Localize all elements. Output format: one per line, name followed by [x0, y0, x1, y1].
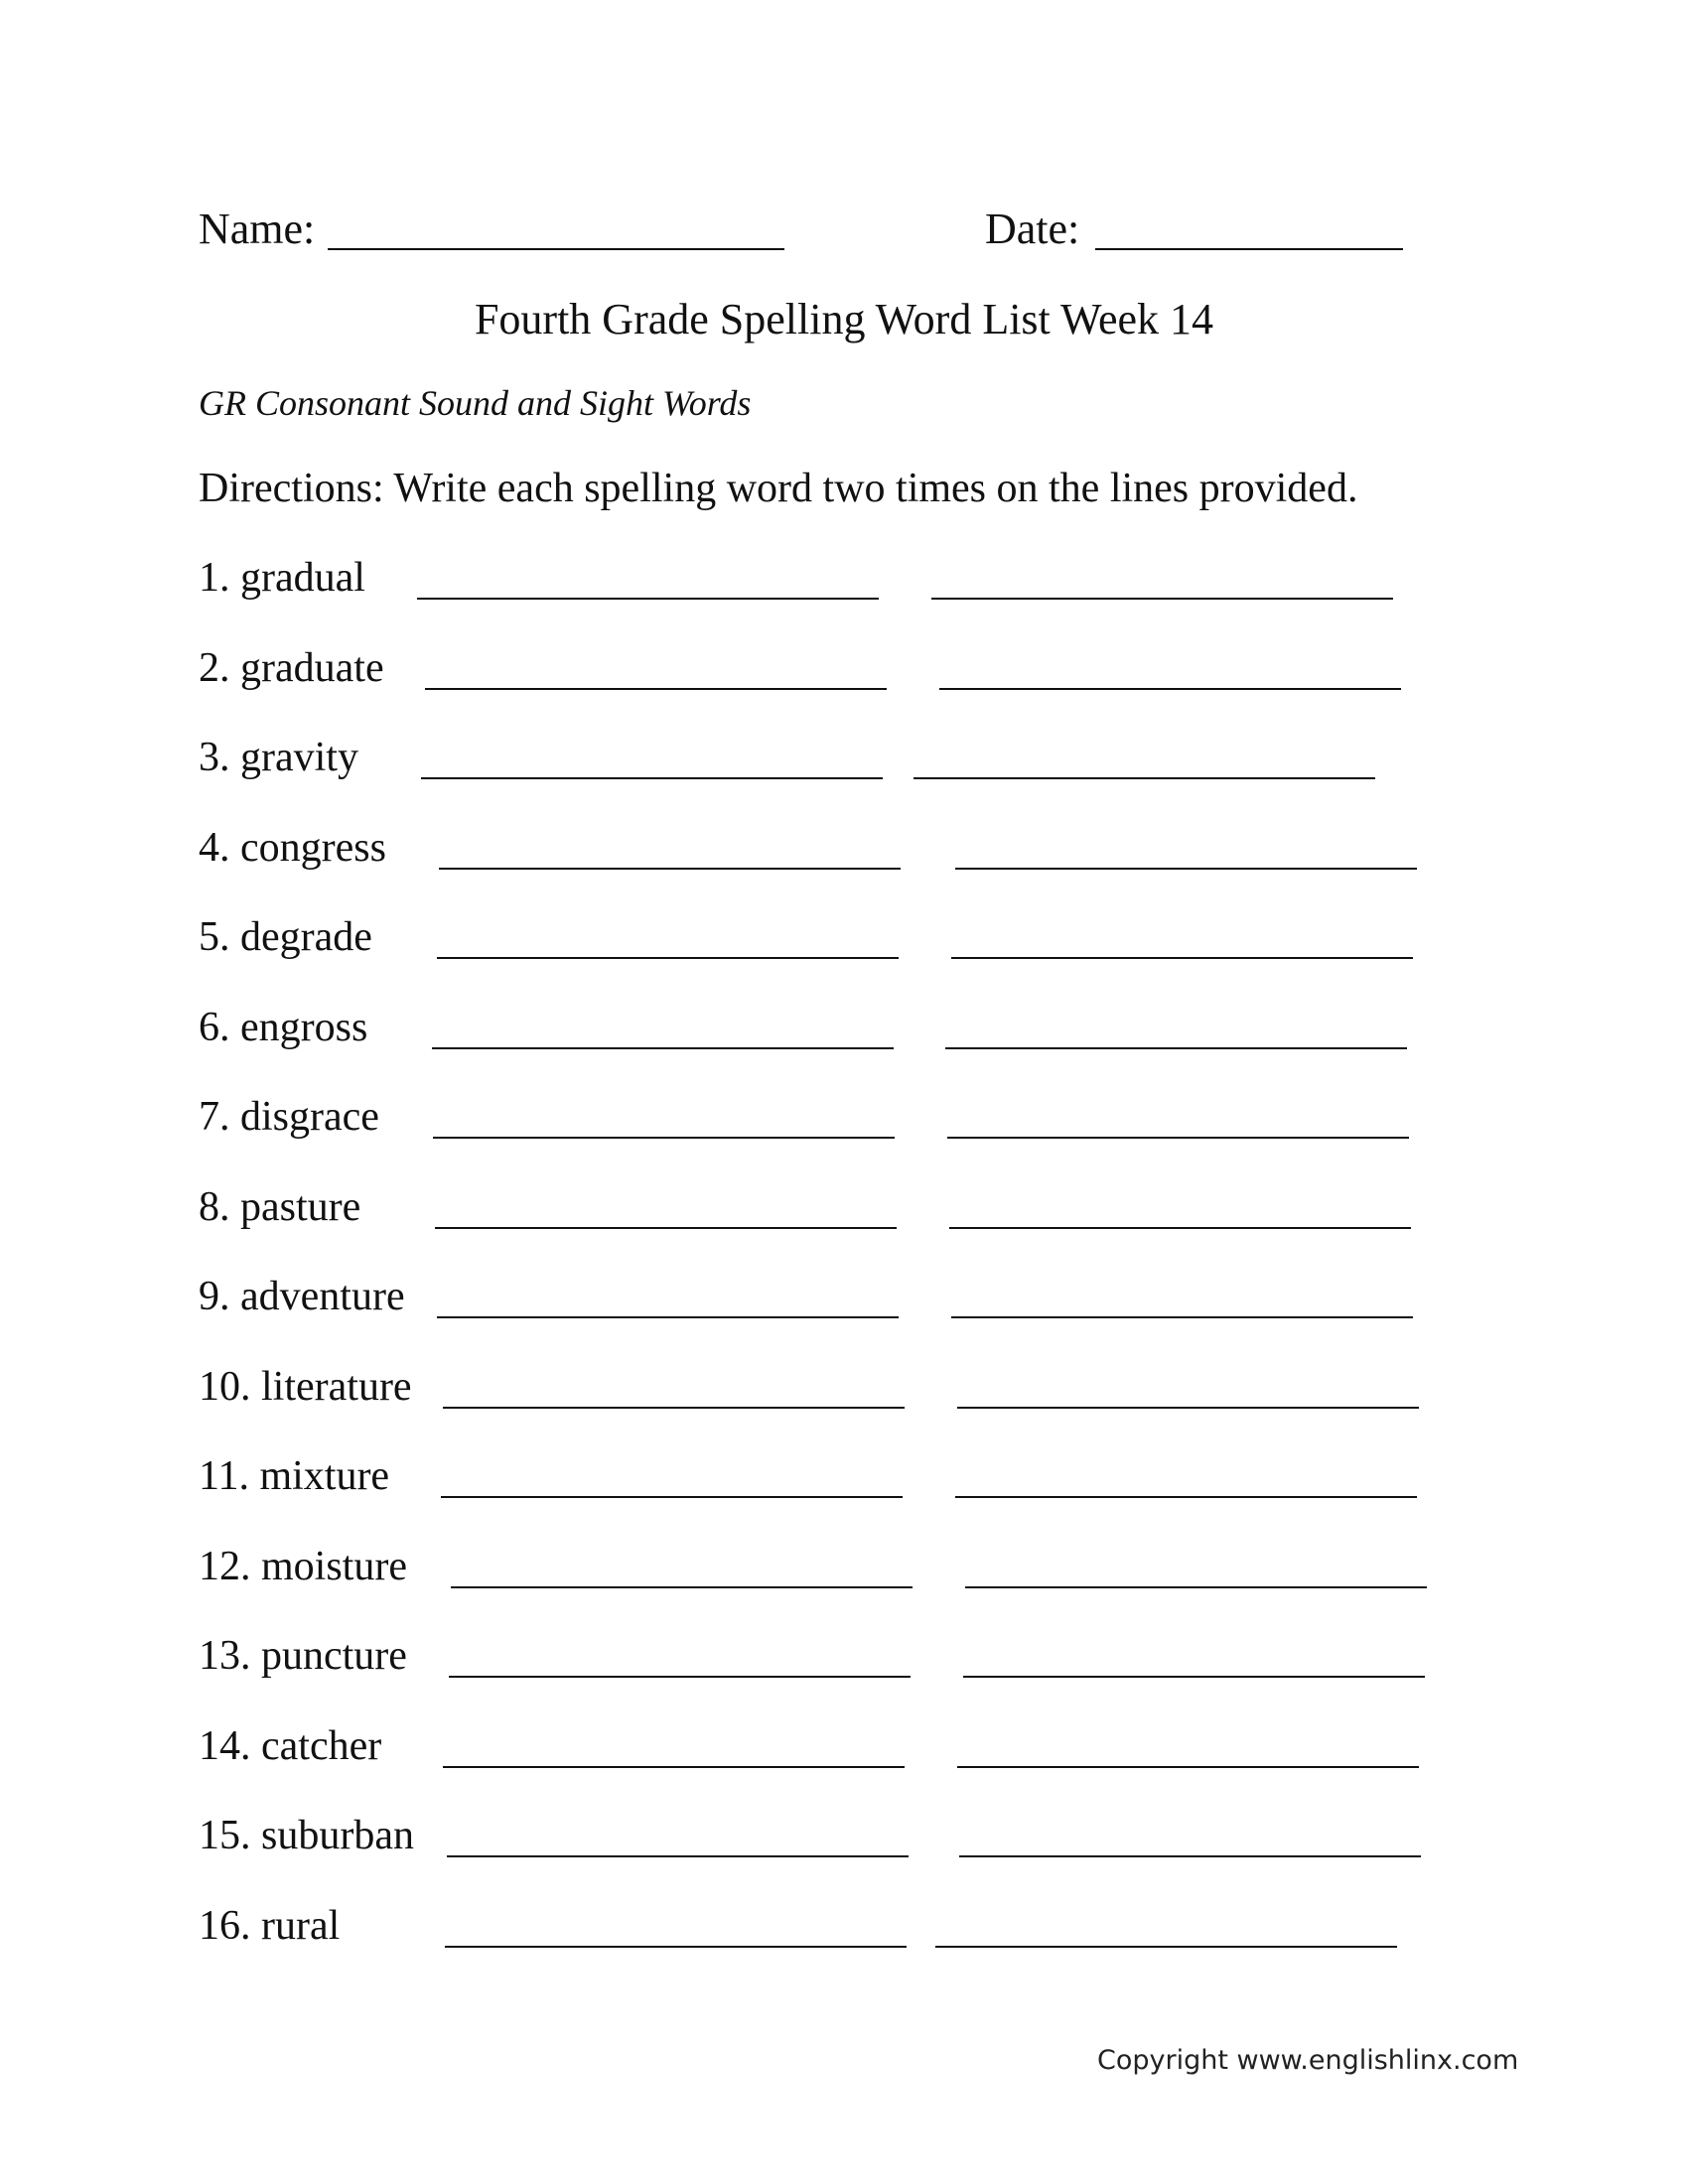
spelling-word-label: 9. adventure [199, 1274, 405, 1319]
spelling-word-label: 2. graduate [199, 645, 384, 691]
writing-line-1[interactable] [451, 1586, 913, 1588]
writing-line-1[interactable] [437, 957, 899, 959]
name-label: Name: [199, 205, 316, 253]
list-item [199, 1452, 1489, 1512]
writing-line-1[interactable] [421, 777, 883, 779]
list-item [199, 1812, 1489, 1871]
list-item [199, 1183, 1489, 1243]
writing-line-1[interactable] [433, 1137, 895, 1139]
list-item [199, 913, 1489, 973]
spelling-word-label: 6. engross [199, 1005, 368, 1050]
writing-line-1[interactable] [447, 1855, 909, 1857]
date-label: Date: [985, 205, 1080, 253]
writing-line-1[interactable] [445, 1946, 907, 1948]
writing-line-1[interactable] [432, 1047, 894, 1049]
copyright-text: Copyright www.englishlinx.com [1097, 2045, 1519, 2076]
writing-line-1[interactable] [449, 1676, 911, 1678]
list-item [199, 1363, 1489, 1423]
spelling-word-label: 14. catcher [199, 1723, 382, 1769]
list-item [199, 1004, 1489, 1063]
list-item [199, 644, 1489, 704]
spelling-word-label: 1. gradual [199, 555, 365, 601]
writing-line-2[interactable] [951, 1316, 1413, 1318]
list-item [199, 1902, 1489, 1962]
writing-line-2[interactable] [963, 1676, 1425, 1678]
page-subtitle: GR Consonant Sound and Sight Words [199, 383, 752, 423]
spelling-word-label: 8. pasture [199, 1184, 361, 1230]
writing-line-2[interactable] [959, 1855, 1421, 1857]
name-blank-line[interactable] [328, 248, 784, 250]
writing-line-2[interactable] [955, 1496, 1417, 1498]
writing-line-1[interactable] [437, 1316, 899, 1318]
writing-line-1[interactable] [439, 868, 901, 870]
list-item [199, 1722, 1489, 1782]
list-item [199, 554, 1489, 614]
spelling-word-label: 16. rural [199, 1903, 341, 1949]
writing-line-2[interactable] [957, 1407, 1419, 1409]
spelling-word-label: 12. moisture [199, 1544, 407, 1589]
spelling-word-label: 15. suburban [199, 1813, 414, 1858]
page-title: Fourth Grade Spelling Word List Week 14 [474, 295, 1214, 343]
writing-line-1[interactable] [435, 1227, 897, 1229]
writing-line-1[interactable] [441, 1496, 903, 1498]
spelling-word-label: 3. gravity [199, 735, 358, 780]
writing-line-1[interactable] [425, 688, 887, 690]
writing-line-2[interactable] [945, 1047, 1407, 1049]
writing-line-2[interactable] [931, 598, 1393, 600]
writing-line-1[interactable] [443, 1407, 905, 1409]
list-item [199, 1093, 1489, 1153]
spelling-word-label: 4. congress [199, 825, 386, 871]
writing-line-2[interactable] [951, 957, 1413, 959]
writing-line-2[interactable] [965, 1586, 1427, 1588]
spelling-word-label: 13. puncture [199, 1633, 407, 1679]
directions-text: Directions: Write each spelling word two times on the lines provided. [199, 466, 1358, 511]
writing-line-2[interactable] [955, 868, 1417, 870]
spelling-word-label: 7. disgrace [199, 1094, 379, 1140]
writing-line-2[interactable] [935, 1946, 1397, 1948]
writing-line-1[interactable] [443, 1766, 905, 1768]
date-blank-line[interactable] [1095, 248, 1403, 250]
spelling-word-label: 10. literature [199, 1364, 412, 1410]
writing-line-2[interactable] [949, 1227, 1411, 1229]
writing-line-1[interactable] [417, 598, 879, 600]
list-item [199, 1273, 1489, 1332]
writing-line-2[interactable] [914, 777, 1375, 779]
list-item [199, 734, 1489, 793]
spelling-word-label: 5. degrade [199, 914, 372, 960]
writing-line-2[interactable] [957, 1766, 1419, 1768]
writing-line-2[interactable] [939, 688, 1401, 690]
list-item [199, 824, 1489, 884]
list-item [199, 1632, 1489, 1692]
writing-line-2[interactable] [947, 1137, 1409, 1139]
list-item [199, 1543, 1489, 1602]
spelling-word-label: 11. mixture [199, 1453, 390, 1499]
